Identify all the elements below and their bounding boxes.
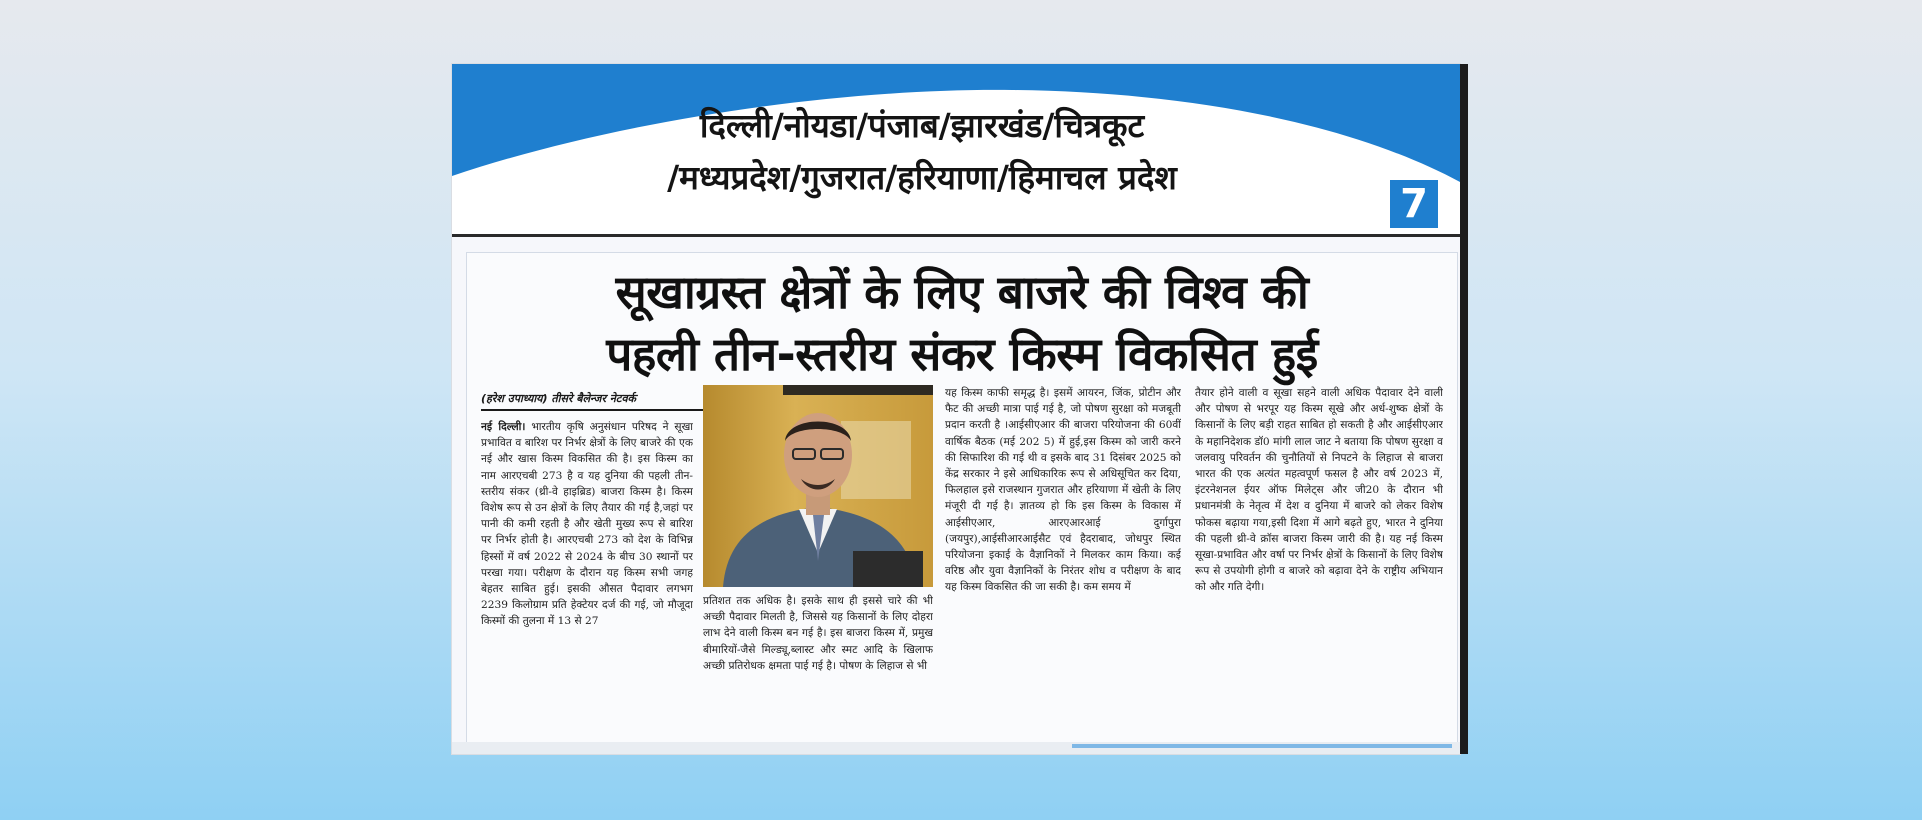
article-headline	[467, 261, 1457, 385]
article-column-1	[481, 419, 693, 737]
newspaper-clipping	[452, 64, 1460, 754]
bottom-accent-line	[1072, 744, 1452, 748]
column-2-text: प्रतिशत तक अधिक है। इसके साथ ही इससे चारे की भी अच्छी पैदावार मिलती है, जिससे यह किसानों के लिए दोहरा लाभ देने वाली किस्म बन गई है। इस बाजरा किस्म में, प्रमुख बीमारियों-जैसे मिल्ड्यू,ब्लास्ट और स्मट आदि के खिलाफ अच्छी प्रतिरोधक क्षमता पाई गई है। पोषण के लिहाज से भी	[703, 595, 933, 672]
bottom-strip	[452, 742, 1460, 754]
column-4-text: तैयार होने वाली व सूखा सहने वाली अधिक पैदावार देने वाली और पोषण से भरपूर यह किस्म सूखे और अर्ध-शुष्क क्षेत्रों के किसानों के लिए बड़ी राहत साबित हो सकती है और आईसीएआर के महानिदेशक डॉ0 मांगी लाल जाट ने बताया कि पोषण सुरक्षा व जलवायु परिवर्तन की चुनौतियों से निपटने के लिहाज से बाजरा भारत की एक अत्यंत महत्वपूर्ण फसल है और वर्ष 2023 में, इंटरनेशनल ईयर ऑफ मिलेट्स और जी20 के दौरान भी प्रधानमंत्री के नेतृत्व में देश व दुनिया में बाजरे को लेकर विशेष फोकस बढ़ाया गया,इसी दिशा में आगे बढ़ते हुए, भारत ने दुनिया की पहली थ्री-वे क्रॉस बाजरा किस्म जारी की है। यह नई किस्म सूखा-प्रभावित और वर्षा पर निर्भर क्षेत्रों के किसानों के लिए विशेष रूप से उपयोगी होगी व बाजरे को बढ़ावा देने के राष्ट्रीय अभियान को और गति देगी।	[1195, 387, 1443, 594]
news-article	[466, 252, 1458, 744]
official-portrait-photo-icon	[703, 385, 933, 587]
article-column-2	[703, 593, 933, 737]
article-column-3	[945, 385, 1181, 737]
page-number-badge: 7	[1390, 180, 1438, 228]
regions-line-2: /मध्यप्रदेश/गुजरात/हरियाणा/हिमाचल प्रदेश	[667, 158, 1177, 197]
scan-edge-bar	[1460, 64, 1468, 754]
column-3-text: यह किस्म काफी समृद्ध है। इसमें आयरन, जिंक, प्रोटीन और फैट की अच्छी मात्रा पाई गई है, जो पोषण सुरक्षा को मजबूती प्रदान करती है ।आईसीएआर की बाजरा परियोजना की 60वीं वार्षिक बैठक (मई 202 5) में हुई,इस किस्म को जारी करने की सिफारिश की गई थी व इसके बाद 31 दिसंबर 2025 को केंद्र सरकार ने इसे आधिकारिक रूप से अधिसूचित कर दिया, फिलहाल इसे राजस्थान गुजरात और हरियाणा में खेती के लिए मंजूरी दी गई है। ज्ञातव्य हो कि इस किस्म के विकास में आईसीएआर, आरएआरआई दुर्गापुरा (जयपुर),आईसीआरआईसैट एवं हैदराबाद, जोधपुर स्थित परियोजना इकाई के वैज्ञानिकों ने मिलकर काम किया। कई वरिष्ठ और युवा वैज्ञानिकों के निरंतर शोध व परीक्षण के बाद यह किस्म विकसित की जा सकी है। कम समय में	[945, 387, 1181, 594]
dateline: नई दिल्ली।	[481, 421, 526, 433]
article-photo	[703, 385, 933, 587]
article-column-4	[1195, 385, 1443, 737]
headline-line-2: पहली तीन-स्तरीय संकर किस्म विकसित हुई	[606, 327, 1318, 381]
column-1-text: भारतीय कृषि अनुसंधान परिषद ने सूखा प्रभावित व बारिश पर निर्भर क्षेत्रों के लिए बाजरे की एक नई और खास किस्म विकसित की है। इस किस्म का नाम आरएचबी 273 है व यह दुनिया की पहली तीन-स्तरीय संकर (थ्री-वे हाइब्रिड) बाजरा किस्म है। किस्म विशेष रूप से उन क्षेत्रों के लिए तैयार की गई है,जहां पर पानी की कमी रहती है और खेती मुख्य रूप से बारिश पर निर्भर होती है। आरएचबी 273 को देश के विभिन्न हिस्सों में वर्ष 2022 से 2024 के बीच 30 स्थानों पर परखा गया। परीक्षण के दौरान यह किस्म सभी जगह बेहतर साबित हुई। इसकी औसत पैदावार लगभग 2239 किलोग्राम प्रति हेक्टेयर दर्ज की गई, जो मौजूदा किस्मों की तुलना में 13 से 27	[481, 421, 693, 628]
regions-title	[572, 100, 1272, 204]
page-header-band	[452, 64, 1460, 234]
regions-line-1: दिल्ली/नोयडा/पंजाब/झारखंड/चित्रकूट	[699, 106, 1145, 145]
headline-line-1: सूखाग्रस्त क्षेत्रों के लिए बाजरे की विश्व की	[615, 265, 1309, 319]
header-divider	[452, 234, 1460, 237]
article-byline: (हरेश उपाध्याय) तीसरे बैलेन्जर नेटवर्क	[481, 391, 703, 411]
